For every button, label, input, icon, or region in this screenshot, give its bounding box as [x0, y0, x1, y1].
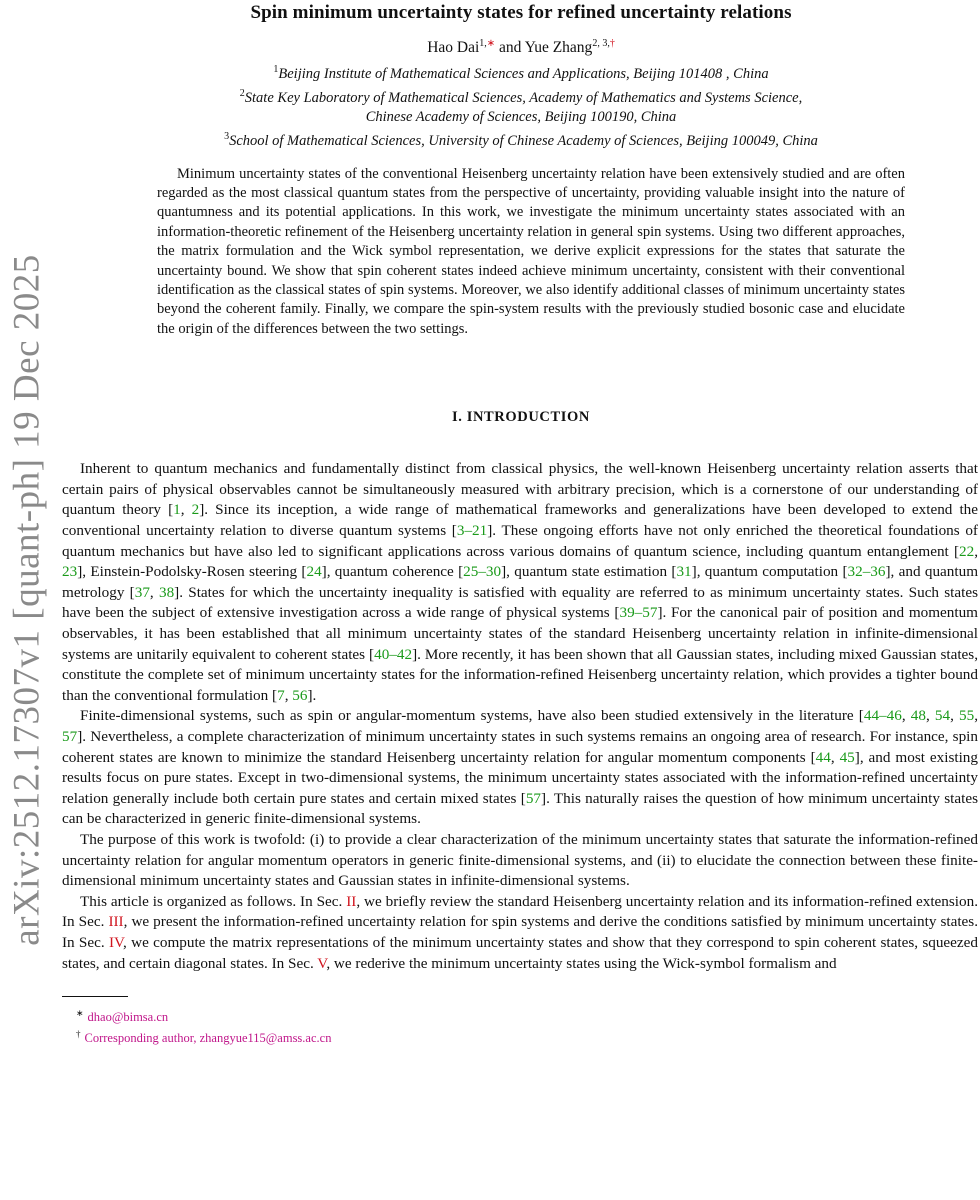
author-1-affiliation-mark: 1,	[479, 38, 487, 49]
intro-paragraph-2	[62, 706, 978, 830]
paragraph-text: ], and most existing results focus on pure states. Except in two-dimensional systems, the minimum uncertainty states associated with the information-refined uncertainty relation generally include both certain pure states and certain mixed states [	[62, 748, 978, 807]
footnote-email-link[interactable]: dhao@bimsa.cn	[87, 1010, 169, 1025]
affiliation-text: Chinese Academy of Sciences, Beijing 100190, China	[365, 108, 677, 125]
intro-paragraph-1	[62, 459, 978, 706]
section-heading-introduction: I. INTRODUCTION	[452, 409, 590, 426]
paragraph-text: ,	[974, 707, 979, 725]
paragraph-text: ]. This naturally raises the question of how minimum uncertainty states can be characterized in generic finite-dimensional systems.	[62, 789, 978, 828]
paragraph-text: ,	[149, 583, 159, 601]
intro-paragraph-3	[62, 830, 978, 892]
paragraph-text: ]. More recently, it has been shown that all Gaussian states, including mixed Gaussian states, constitute the complete set of minimum uncertainty states for the information-refined Heisenberg uncertainty relation, which provides a tighter bound than the conventional formulation [	[62, 645, 978, 704]
intro-paragraph-4	[62, 892, 978, 974]
paragraph-text: ,	[284, 686, 293, 704]
paragraph-text: ], quantum computation [	[691, 563, 848, 581]
footnote-email-link[interactable]: Corresponding author, zhangyue115@amss.ac.cn	[84, 1031, 332, 1046]
citation-link[interactable]: 57	[62, 728, 78, 746]
abstract: Minimum uncertainty states of the conventional Heisenberg uncertainty relation have been extensively studied and are often regarded as the most classical quantum states from the perspective of uncertainty, providing valuable insight into the nature of quantumness and its potential applications. In this work, we investigate the minimum uncertainty states associated with an information-theoretic refinement of the Heisenberg uncertainty relation in general spin systems. Using two different approaches, the matrix formulation and the Wick symbol representation, we derive explicit expressions for the states that saturate the uncertainty bound. We show that spin coherent states indeed achieve minimum uncertainty, consistent with their conventional identification as the classical states of spin systems. Moreover, we also identify additional classes of minimum uncertainty states beyond the coherent family. Finally, we compare the spin-system results with the previously studied bosonic case and elucidate the origin of the differences between the two settings.	[157, 165, 905, 337]
paper-page	[62, 0, 980, 1047]
paragraph-text: ,	[901, 707, 911, 725]
affiliation-number: 2	[239, 87, 245, 99]
paragraph-text: ,	[950, 707, 960, 725]
affiliation-2	[62, 84, 980, 108]
paragraph-text: ,	[830, 748, 840, 766]
author-line	[62, 38, 980, 57]
affiliation-1	[62, 60, 980, 84]
paragraph-text: ]. States for which the uncertainty inequality is satisfied with equality are referred to as minimum uncertainty states. Such states have been the subject of extensive investigation across a wide range of physical systems [	[62, 583, 979, 622]
affiliation-3	[62, 127, 980, 151]
paragraph-text: ].	[307, 686, 317, 704]
footnote-rule	[62, 996, 128, 997]
citation-link[interactable]: 31	[676, 563, 692, 581]
paragraph-text: ,	[974, 542, 978, 560]
citation-link[interactable]: 37	[134, 583, 150, 601]
paragraph-text: Inherent to quantum mechanics and fundamentally distinct from classical physics, the well-known Heisenberg uncertainty relation asserts that certain pairs of physical observables cannot be simultaneously measured with arbitrary precision, which is a cornerstone of our understanding of quantum theory [	[62, 460, 978, 519]
paragraph-text: ], and quantum metrology [	[62, 563, 979, 601]
author-2-footnote-link[interactable]: †	[609, 38, 615, 49]
author-conjunction: and	[499, 39, 522, 57]
citation-link[interactable]: 56	[292, 686, 308, 704]
paper-title: Spin minimum uncertainty states for refined uncertainty relations	[250, 2, 792, 23]
affiliations	[62, 60, 980, 150]
citation-link[interactable]: 39–57	[619, 604, 658, 622]
citation-link[interactable]: 57	[525, 789, 542, 807]
paragraph-text: ]. These ongoing efforts have not only enriched the theoretical foundations of quantum mechanics but have also led to significant applications across various domains of quantum science, including quantum entanglement [	[62, 522, 978, 560]
paragraph-text: The purpose of this work is twofold: (i) to provide a clear characterization of the minimum uncertainty states that saturate the information-refined uncertainty relation for angular momentum operators in generic finite-dimensional systems, and (ii) to elucidate the connection between these finite-dimensional minimum uncertainty states and Gaussian states in infinite-dimensional systems.	[62, 830, 978, 890]
paragraph-text: ], quantum state estimation [	[501, 563, 677, 581]
affiliation-text: State Key Laboratory of Mathematical Sciences, Academy of Mathematics and Systems Science,	[244, 89, 803, 106]
paragraph-text: ]. For the canonical pair of position and momentum observables, it has been established that all minimum uncertainty states of the standard Heisenberg uncertainty relation in infinite-dimensional systems are unitarily equivalent to coherent states [	[62, 604, 978, 663]
citation-link[interactable]: 7	[277, 686, 285, 704]
citation-link[interactable]: 55	[959, 707, 975, 725]
arxiv-identifier-margin	[0, 0, 54, 1200]
author-1-name: Hao Dai	[427, 39, 480, 57]
footnote-mark: †	[76, 1029, 81, 1040]
footnote-1	[76, 1005, 980, 1026]
section-link[interactable]: II	[346, 892, 357, 910]
footnotes	[62, 1005, 980, 1047]
section-link[interactable]: IV	[108, 933, 124, 951]
affiliation-number: 1	[273, 64, 279, 76]
paragraph-text: , we present the information-refined uncertainty relation for spin systems and derive the conditions satisfied by minimum uncertainty states. In Sec.	[62, 913, 978, 951]
paragraph-text: , we briefly review the standard Heisenberg uncertainty relation and its information-refined extension. In Sec.	[62, 892, 978, 931]
citation-link[interactable]: 24	[306, 563, 322, 581]
citation-link[interactable]: 48	[910, 707, 926, 725]
citation-link[interactable]: 32–36	[847, 563, 886, 581]
author-2-name: Yue Zhang	[524, 39, 593, 57]
author-2-affiliation-mark: 2, 3,	[592, 38, 610, 49]
paragraph-text: ], quantum coherence [	[321, 563, 464, 581]
citation-link[interactable]: 44–46	[863, 707, 902, 725]
citation-link[interactable]: 22	[959, 542, 975, 560]
paragraph-text: , we rederive the minimum uncertainty states using the Wick-symbol formalism and	[326, 954, 837, 972]
section-link[interactable]: III	[108, 913, 124, 931]
citation-link[interactable]: 1	[173, 501, 181, 519]
introduction-body	[62, 459, 978, 974]
affiliation-2-continued	[62, 108, 980, 127]
arxiv-identifier: arXiv:2512.17307v1 [quant-ph] 19 Dec 2025	[6, 254, 48, 946]
citation-link[interactable]: 45	[839, 748, 855, 766]
paragraph-text: Finite-dimensional systems, such as spin or angular-momentum systems, have also been studied extensively in the literature [	[80, 707, 864, 725]
citation-link[interactable]: 54	[934, 707, 951, 725]
paragraph-text: ,	[925, 707, 935, 725]
affiliation-text: School of Mathematical Sciences, University of Chinese Academy of Sciences, Beijing 100049, China	[229, 132, 818, 149]
paragraph-text: ]. Since its inception, a wide range of mathematical frameworks and generalizations have been developed to extend the conventional uncertainty relation to diverse quantum systems [	[62, 501, 978, 540]
citation-link[interactable]: 38	[158, 583, 175, 601]
citation-link[interactable]: 3–21	[456, 522, 488, 540]
author-1-footnote-link[interactable]: ∗	[486, 38, 496, 49]
paragraph-text: ]. Nevertheless, a complete characterization of minimum uncertainty states in such systems remains an ongoing area of research. For instance, spin coherent states are known to minimize the standard Heisenberg uncertainty relation for angular momentum components [	[62, 728, 978, 766]
citation-link[interactable]: 2	[191, 501, 200, 519]
affiliation-number: 3	[224, 130, 230, 142]
paragraph-text: , we compute the matrix representations of the minimum uncertainty states and show that they correspond to spin coherent states, squeezed states, and certain diagonal states. In Sec.	[62, 933, 978, 972]
affiliation-text: Beijing Institute of Mathematical Sciences and Applications, Beijing 101408 , China	[278, 65, 769, 82]
citation-link[interactable]: 25–30	[463, 563, 502, 581]
paragraph-text: This article is organized as follows. In Sec.	[80, 892, 347, 910]
paragraph-text: ], Einstein-Podolsky-Rosen steering [	[77, 563, 307, 581]
footnote-2	[76, 1026, 980, 1047]
footnote-mark: ∗	[76, 1008, 84, 1019]
section-link[interactable]: V	[317, 954, 327, 972]
citation-link[interactable]: 23	[62, 563, 78, 581]
citation-link[interactable]: 40–42	[374, 645, 413, 663]
paragraph-text: ,	[180, 501, 192, 519]
citation-link[interactable]: 44	[815, 748, 831, 766]
